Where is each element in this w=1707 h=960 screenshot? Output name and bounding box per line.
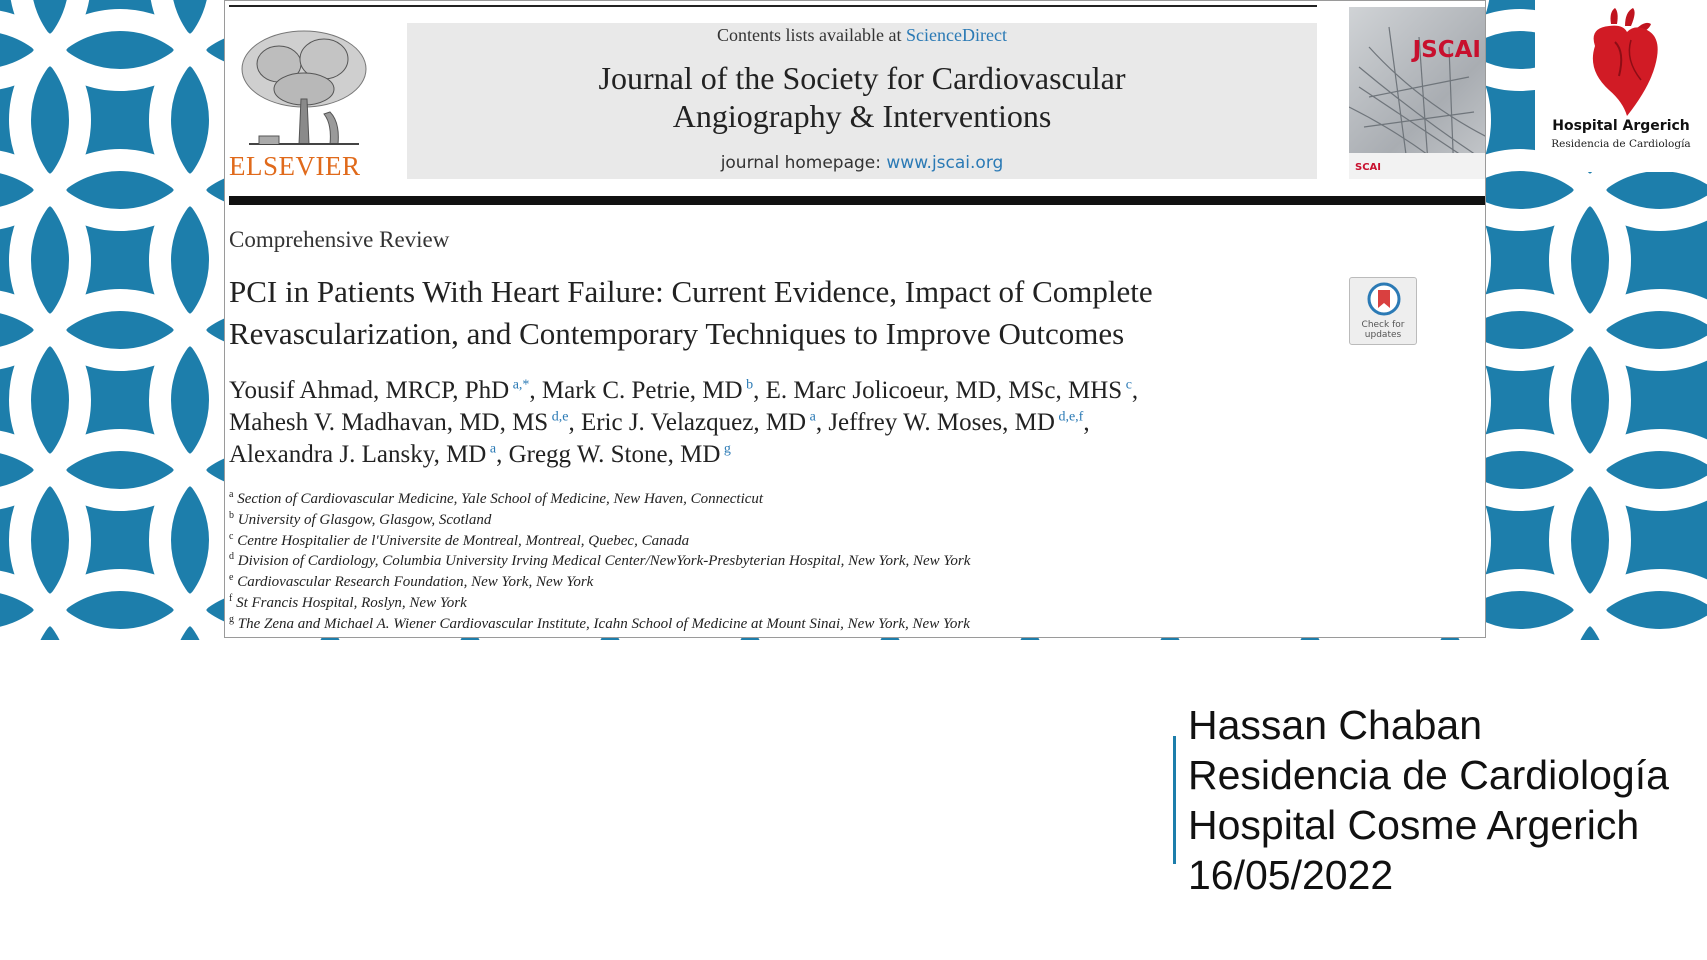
author-separator: , xyxy=(496,441,509,468)
author-separator: , xyxy=(815,409,829,436)
author-affiliation-ref[interactable]: d,e,f xyxy=(1054,409,1084,425)
logo-subtitle: Residencia de Cardiología xyxy=(1551,138,1691,150)
presenter-block xyxy=(1188,700,1669,900)
hospital-logo xyxy=(1535,0,1707,172)
affiliation-key: e xyxy=(229,572,234,584)
author-separator: , xyxy=(1083,409,1090,436)
affiliation-list xyxy=(229,489,1359,635)
journal-title-line2: Angiography & Interventions xyxy=(672,98,1052,134)
affiliation-item xyxy=(229,572,1359,593)
logo-hospital-name: Hospital Argerich xyxy=(1552,118,1690,134)
journal-cover xyxy=(1349,7,1486,179)
author-line xyxy=(229,375,1359,407)
title-rule xyxy=(229,196,1486,205)
affiliation-key: c xyxy=(229,530,234,542)
homepage-prefix: journal homepage: xyxy=(720,153,881,173)
author-affiliation-ref[interactable]: g xyxy=(720,441,731,457)
affiliation-text: The Zena and Michael A. Wiener Cardiovascular Institute, Icahn School of Medicine at Mount Sinai, New York, New York xyxy=(234,615,970,632)
author-affiliation-ref[interactable]: a xyxy=(486,441,497,457)
affiliation-item xyxy=(229,551,1359,572)
check-for-updates-label: Check for updates xyxy=(1361,320,1405,340)
author-affiliation-ref[interactable]: c xyxy=(1122,377,1132,393)
contents-prefix: Contents lists available at xyxy=(717,25,902,45)
cover-brand: JSCAI xyxy=(1412,37,1481,63)
affiliation-text: Division of Cardiology, Columbia University Irving Medical Center/NewYork-Presbyterian Hospital, New York, New York xyxy=(234,553,971,570)
affiliation-text: St Francis Hospital, Roslyn, New York xyxy=(232,594,467,611)
affiliation-text: University of Glasgow, Glasgow, Scotland xyxy=(234,511,492,528)
article-title xyxy=(229,271,1309,355)
affiliation-key: a xyxy=(229,489,234,500)
affiliation-item xyxy=(229,614,1359,635)
journal-title xyxy=(407,59,1317,135)
cover-scai-logo: SCAI xyxy=(1355,162,1382,173)
article-type: Comprehensive Review xyxy=(229,227,450,252)
affiliation-item xyxy=(229,510,1359,531)
author-affiliation-ref[interactable]: b xyxy=(742,377,754,393)
author-name: Mahesh V. Madhavan, MD, MS xyxy=(229,409,549,436)
author-affiliation-ref[interactable]: a,* xyxy=(509,377,530,393)
publisher-logo-text: ELSEVIER xyxy=(229,151,361,181)
contents-line xyxy=(407,25,1317,46)
affiliation-item xyxy=(229,531,1359,552)
author-separator: , xyxy=(1131,377,1139,404)
sciencedirect-link[interactable]: ScienceDirect xyxy=(906,25,1007,45)
author-affiliation-ref[interactable]: a xyxy=(806,409,816,425)
check-for-updates-button[interactable] xyxy=(1349,277,1417,345)
author-name: Eric J. Velazquez, MD xyxy=(580,409,807,436)
article-title-line1: PCI in Patients With Heart Failure: Current Evidence, Impact of Complete xyxy=(229,274,1153,309)
affiliation-item xyxy=(229,593,1359,614)
author-list xyxy=(229,375,1359,471)
header-rule xyxy=(229,5,1317,7)
affiliation-key: g xyxy=(229,613,234,625)
journal-homepage xyxy=(407,153,1317,173)
author-name: Mark C. Petrie, MD xyxy=(541,377,743,404)
bookmark-icon xyxy=(1367,282,1401,316)
author-separator: , xyxy=(529,377,542,404)
affiliation-item xyxy=(229,489,1359,510)
article-title-line2: Revascularization, and Contemporary Techniques to Improve Outcomes xyxy=(229,316,1125,351)
affiliation-text: Cardiovascular Research Foundation, New York, New York xyxy=(233,574,594,591)
affiliation-text: Section of Cardiovascular Medicine, Yale School of Medicine, New Haven, Connecticut xyxy=(233,491,764,507)
heart-icon xyxy=(1585,6,1661,120)
presenter-accent-bar xyxy=(1173,736,1176,864)
affiliation-key: b xyxy=(229,509,234,521)
journal-title-line1: Journal of the Society for Cardiovascular xyxy=(598,60,1126,96)
journal-header xyxy=(407,23,1317,179)
author-name: Alexandra J. Lansky, MD xyxy=(229,441,487,468)
author-line xyxy=(229,439,1359,471)
presenter-hospital: Hospital Cosme Argerich xyxy=(1188,802,1640,848)
author-affiliation-ref[interactable]: d,e xyxy=(548,409,569,425)
affiliation-text: Centre Hospitalier de l'Universite de Montreal, Montreal, Quebec, Canada xyxy=(233,532,690,549)
author-name: E. Marc Jolicoeur, MD, MSc, MHS xyxy=(765,377,1123,404)
affiliation-key: f xyxy=(229,592,233,604)
homepage-link[interactable]: www.jscai.org xyxy=(886,153,1004,173)
presenter-name: Hassan Chaban xyxy=(1188,702,1483,748)
author-separator: , xyxy=(753,377,766,404)
author-separator: , xyxy=(568,409,581,436)
author-line xyxy=(229,407,1359,439)
presenter-date: 16/05/2022 xyxy=(1188,852,1394,898)
affiliation-key: d xyxy=(229,551,234,563)
presenter-role: Residencia de Cardiología xyxy=(1188,752,1669,798)
author-name: Gregg W. Stone, MD xyxy=(508,441,721,468)
author-name: Yousif Ahmad, MRCP, PhD xyxy=(229,377,510,404)
author-name: Jeffrey W. Moses, MD xyxy=(828,409,1055,436)
article-screenshot xyxy=(224,0,1486,638)
